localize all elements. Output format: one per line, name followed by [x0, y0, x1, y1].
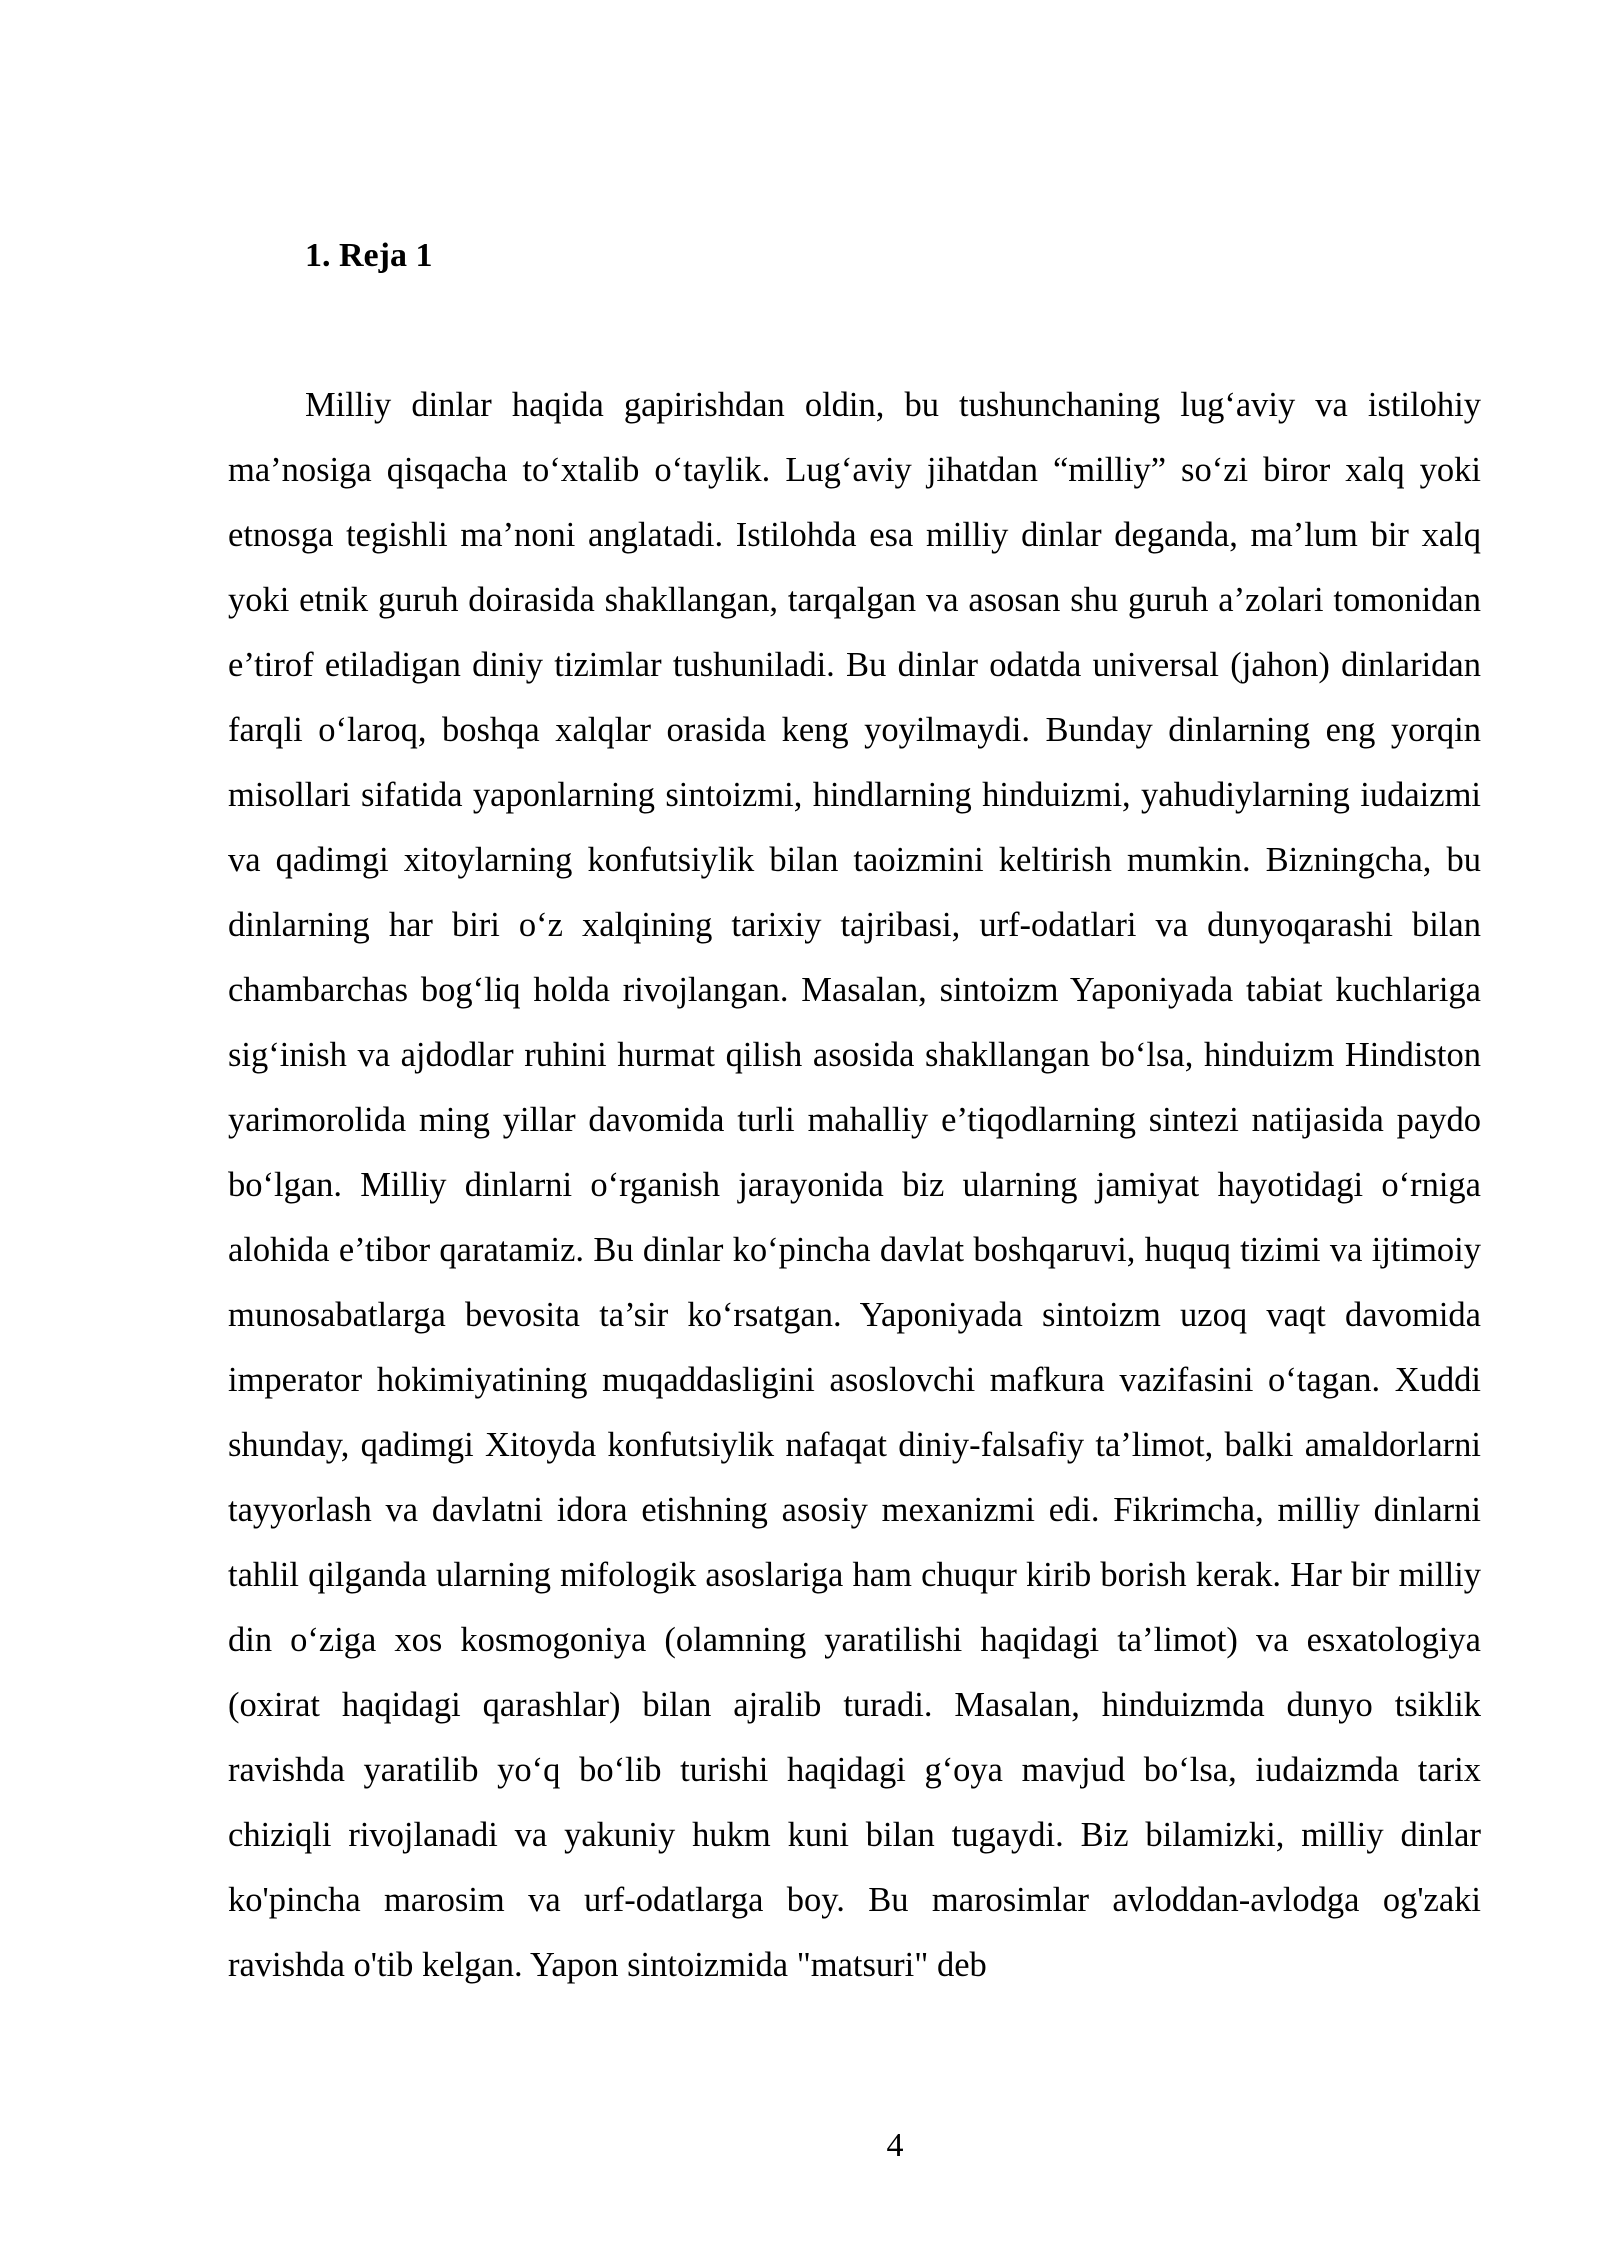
page-number: 4 — [886, 2127, 904, 2164]
section-heading: 1. Reja 1 — [305, 237, 433, 274]
body-paragraph: Milliy dinlar haqida gapirishdan oldin, bu tushunchaning lug‘aviy va istilohiy ma’nosiga qisqacha to‘xtalib o‘taylik. Lug‘aviy jihatdan “milliy” so‘zi biror xalq yoki etnosga tegishli ma’noni anglatadi. Istilohda esa milliy dinlar deganda, ma’lum bir xalq yoki etnik guruh doirasida shakllangan, tarqalgan va asosan shu guruh a’zolari tomonidan e’tirof etiladigan diniy tizimlar tushuniladi. Bu dinlar odatda universal (jahon) dinlaridan farqli o‘laroq, boshqa xalqlar orasida keng yoyilmaydi. Bunday dinlarning eng yorqin misollari sifatida yaponlarning sintoizmi, hindlarning hinduizmi, yahudiylarning iudaizmi va qadimgi xitoylarning konfutsiylik bilan taoizmini keltirish mumkin. Bizningcha, bu dinlarning har biri o‘z xalqining tarixiy tajribasi, urf-odatlari va dunyoqarashi bilan chambarchas bog‘liq holda rivojlangan. Masalan, sintoizm Yaponiyada tabiat kuchlariga sig‘inish va ajdodlar ruhini hurmat qilish asosida shakllangan bo‘lsa, hinduizm Hindiston yarimorolida ming yillar davomida turli mahalliy e’tiqodlarning sintezi natijasida paydo bo‘lgan. Milliy dinlarni o‘rganish jarayonida biz ularning jamiyat hayotidagi o‘rniga alohida e’tibor qaratamiz. Bu dinlar ko‘pincha davlat boshqaruvi, huquq tizimi va ijtimoiy munosabatlarga bevosita ta’sir ko‘rsatgan. Yaponiyada sintoizm uzoq vaqt davomida imperator hokimiyatining muqaddasligini asoslovchi mafkura vazifasini o‘tagan. Xuddi shunday, qadimgi Xitoyda konfutsiylik nafaqat diniy-falsafiy ta’limot, balki amaldorlarni tayyorlash va davlatni idora etishning asosiy mexanizmi edi. Fikrimcha, milliy dinlarni tahlil qilganda ularning mifologik asoslariga ham chuqur kirib borish kerak. Har bir milliy din o‘ziga xos kosmogoniya (olamning yaratilishi haqidagi ta’limot) va esxatologiya (oxirat haqidagi qarashlar) bilan ajralib turadi. Masalan, hinduizmda dunyo tsiklik ravishda yaratilib yo‘q bo‘lib turishi haqidagi g‘oya mavjud bo‘lsa, iudaizmda tarix chiziqli rivojlanadi va yakuniy hukm kuni bilan tugaydi. Biz bilamizki, milliy dinlar ko'pincha marosim va urf-odatlarga boy. Bu marosimlar avloddan-avlodga og'zaki ravishda o'tib kelgan. Yapon sintoizmida "matsuri" deb — [228, 386, 1481, 1984]
